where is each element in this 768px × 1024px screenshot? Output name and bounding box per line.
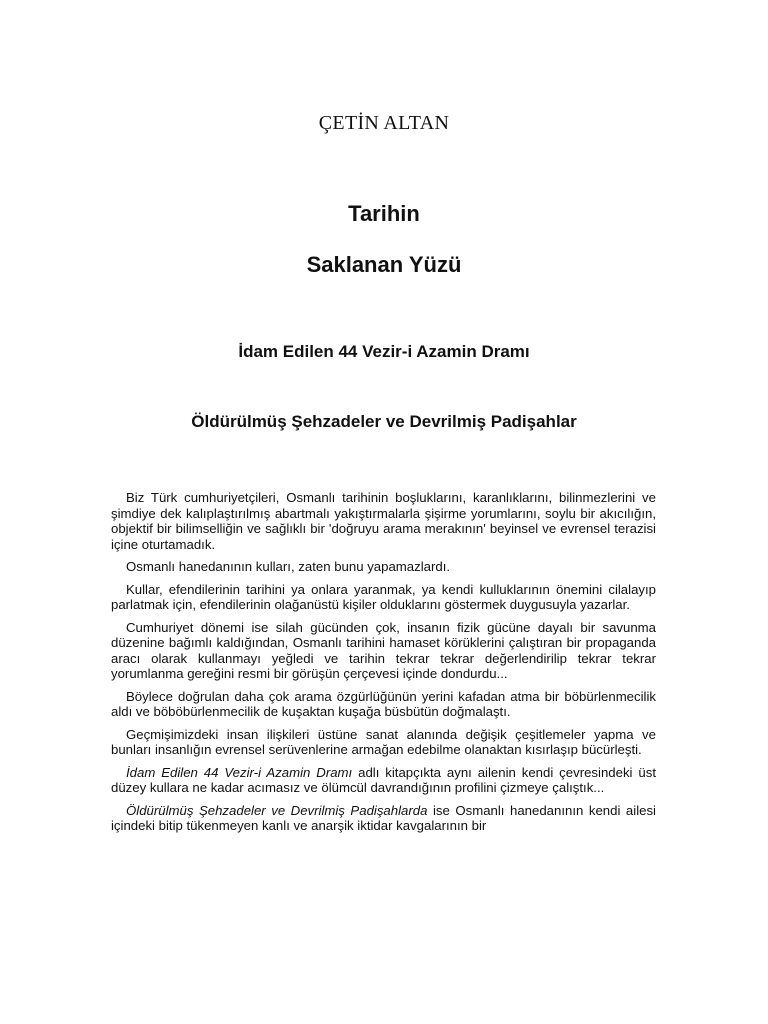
paragraph	[111, 689, 656, 720]
paragraph-text: Osmanlı hanedanının kulları, zaten bunu yapamazlardı.	[126, 559, 451, 574]
body-text	[111, 490, 656, 834]
paragraph-text: ise Osmanlı hanedanının kendi ailesi içindeki bitip tükenmeyen kanlı ve anarşik iktidar kavgalarının bir	[111, 802, 656, 833]
paragraph	[111, 765, 656, 796]
italic-book-title: İdam Edilen 44 Vezir-i Azamin Dramı	[126, 764, 353, 780]
paragraph	[111, 582, 656, 613]
paragraph-text: Kullar, efendilerinin tarihini ya onlara yaranmak, ya kendi kulluklarının önemini cilalayıp parlatmak için, efendilerinin olağanüstü kişiler olduklarını göstermek duygusuyla yazarlar.	[111, 581, 656, 612]
italic-book-title: Öldürülmüş Şehzadeler ve Devrilmiş Padişahlarda	[126, 802, 428, 818]
paragraph	[111, 620, 656, 682]
book-title-line-1: Tarihin	[348, 201, 420, 226]
subtitle-2: Öldürülmüş Şehzadeler ve Devrilmiş Padişahlar	[191, 412, 577, 431]
paragraph-text: adlı kitapçıkta aynı ailenin kendi çevresindeki üst düzey kullara ne kadar acımasız ve ölümcül davrandığının profilini çizmeye çalıştık...	[111, 764, 656, 795]
book-title-line-2: Saklanan Yüzü	[306, 252, 462, 277]
subtitle-1: İdam Edilen 44 Vezir-i Azamin Dramı	[238, 342, 530, 361]
paragraph	[111, 727, 656, 758]
paragraph-text: Geçmişimizdeki insan ilişkileri üstüne sanat alanında değişik çeşitlemeler yapma ve bunları insanlığın evrensel serüvenlerine armağan edebilme olanaktan kısırlaşıp bücürleşti.	[111, 726, 656, 757]
paragraph-text: Böylece doğrulan daha çok arama özgürlüğünün yerini kafadan atma bir böbürlenmecilik aldı ve böböbürlenmecilik de kuşaktan kuşağa büsbütün doğmalaştı.	[111, 688, 656, 719]
paragraph	[111, 559, 656, 575]
paragraph	[111, 490, 656, 552]
paragraph	[111, 803, 656, 834]
author-name: ÇETİN ALTAN	[318, 112, 450, 134]
paragraph-text: Cumhuriyet dönemi ise silah gücünden çok, insanın fizik gücüne dayalı bir savunma düzenine bağımlı kaldığından, Osmanlı tarihini hamaset körüklerini çalıştıran bir propaganda aracı olarak kullanmayı yeğledi ve tarihin tekrar tekrar değerlendirilip tekrar tekrar yorumlanma gereğini resmi bir görüşün çerçevesi içinde dondurdu...	[111, 619, 656, 681]
paragraph-text: Biz Türk cumhuriyetçileri, Osmanlı tarihinin boşluklarını, karanlıklarını, bilinmezlerini ve şimdiye dek kalıplaştırılmış abartmalı yakıştırmalarla şişirme yorumlarını, soylu bir akıcılığın, objektif bir bilimselliğin ve sağlıklı bir 'doğruyu arama merakının' beyinsel ve evrensel terazisi içine oturtamadık.	[111, 490, 656, 552]
